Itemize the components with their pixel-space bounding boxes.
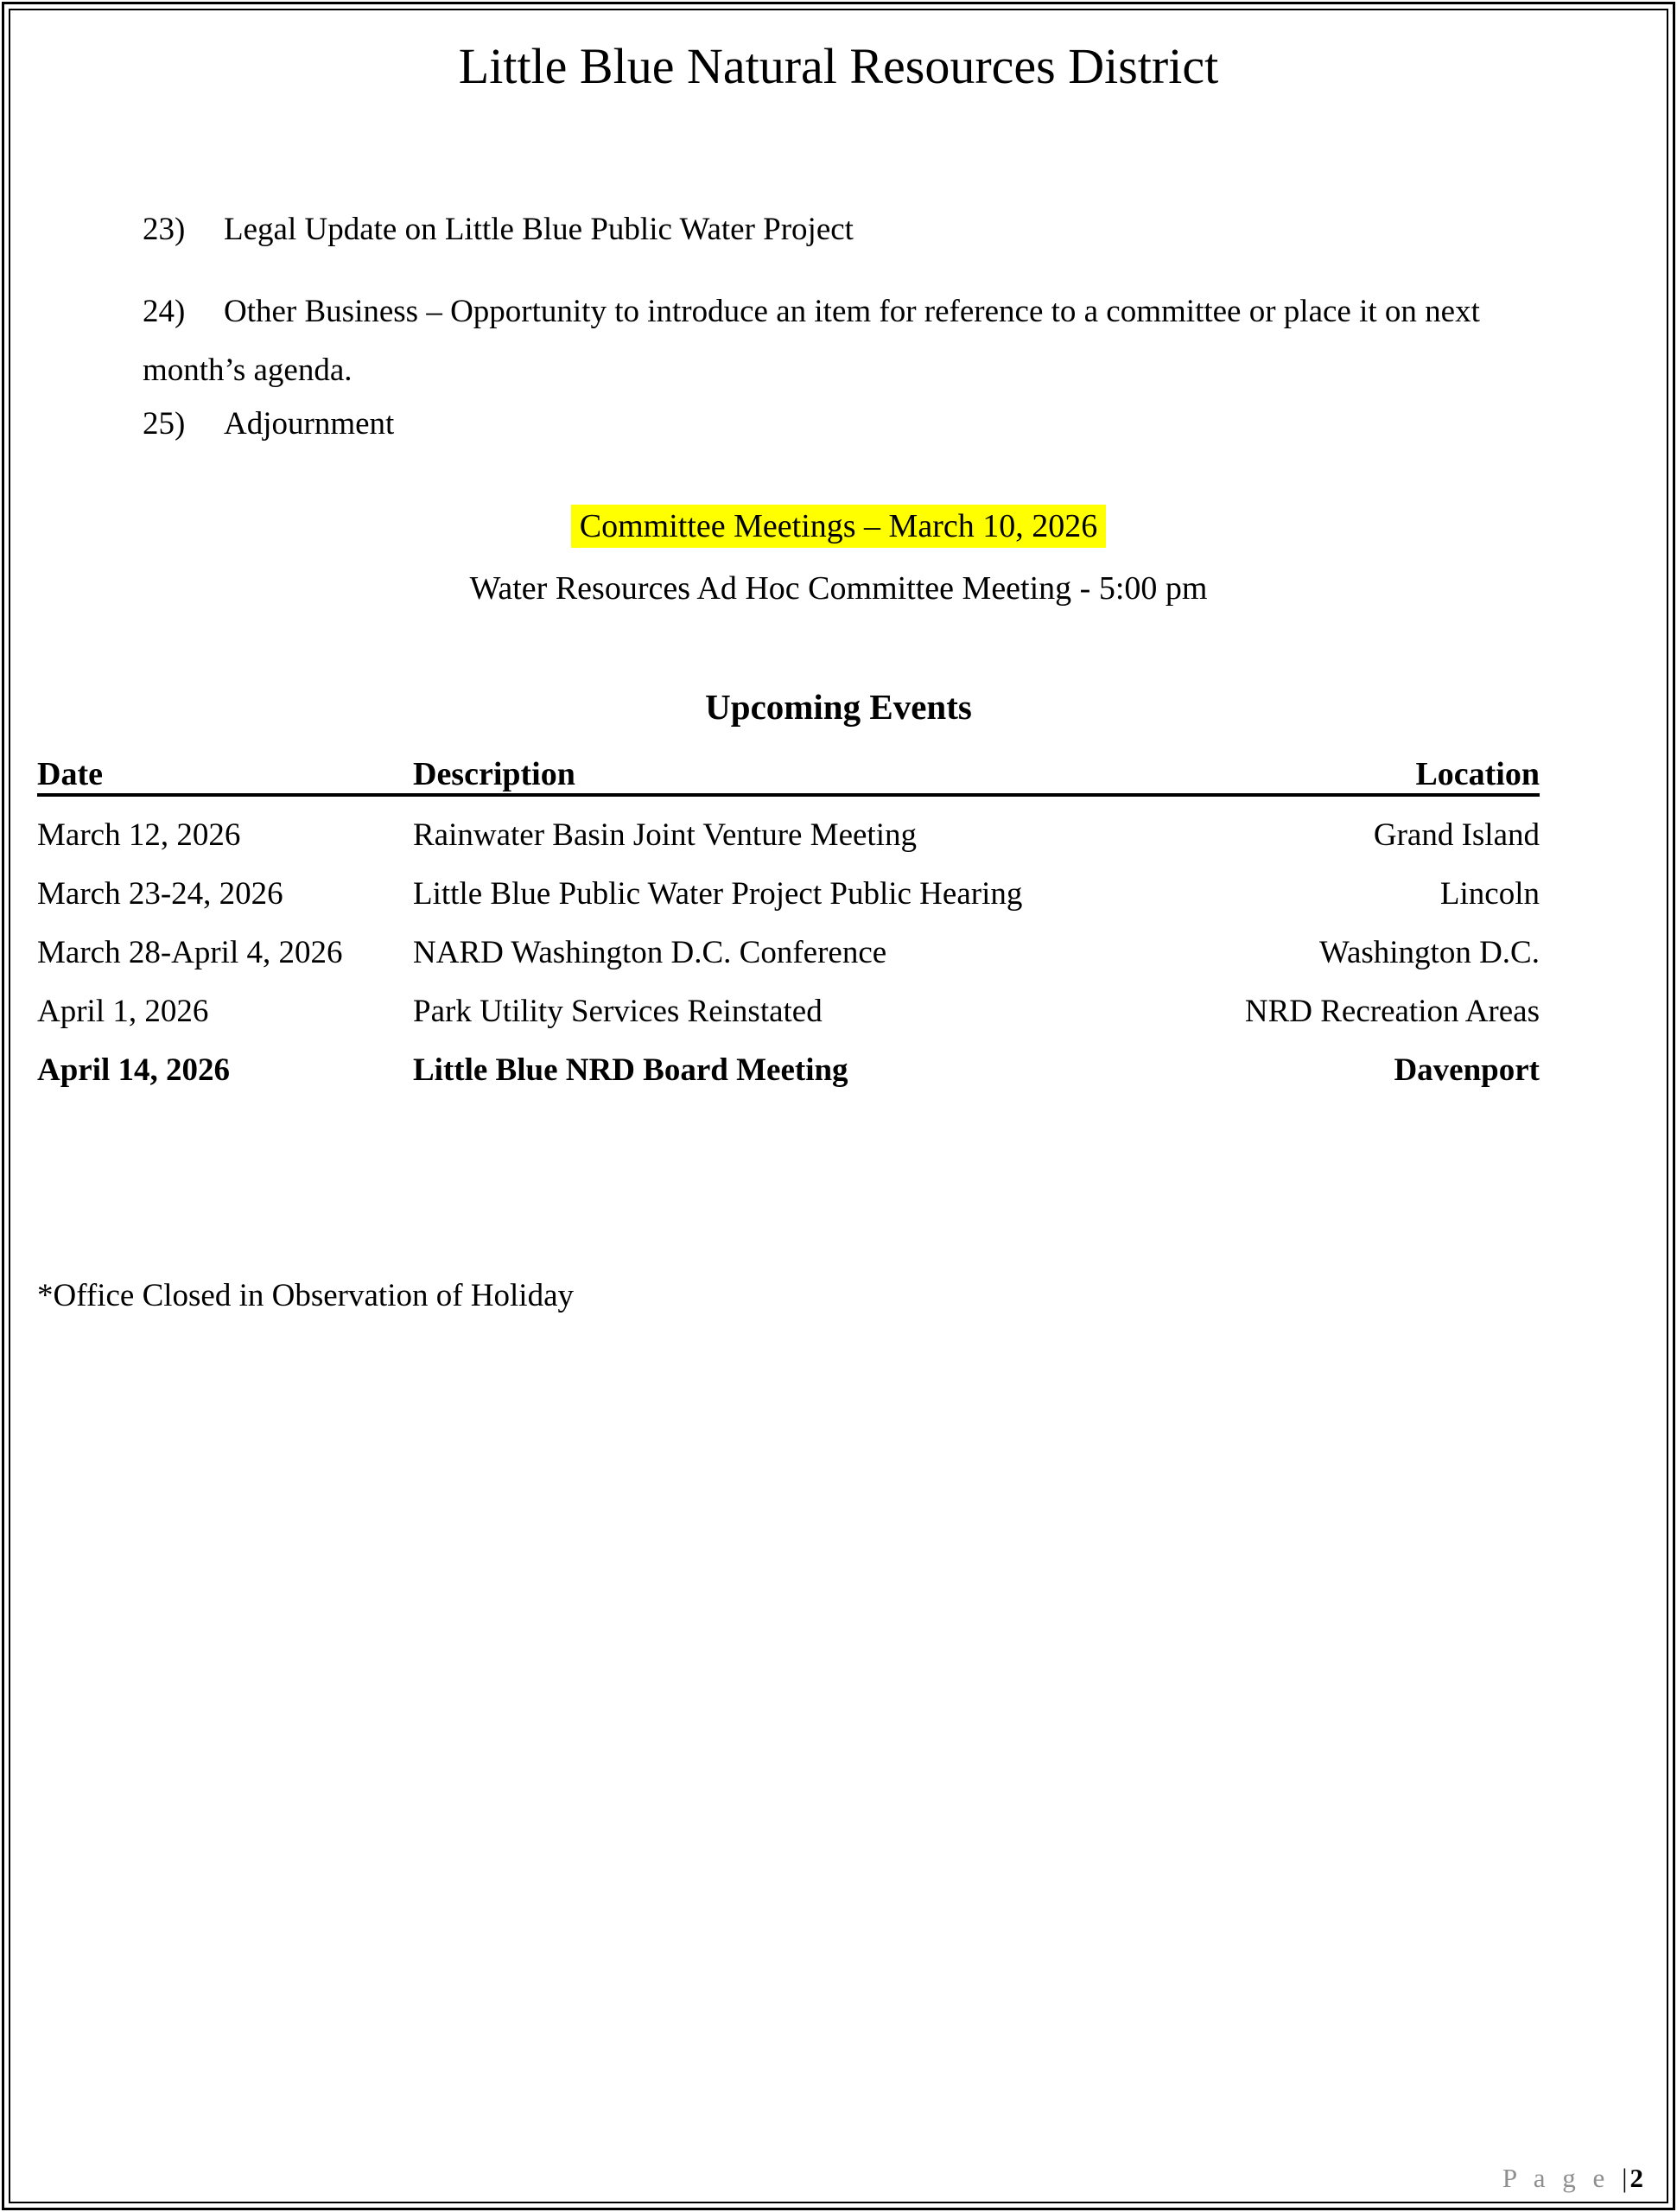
event-location: Davenport [1394, 1052, 1540, 1088]
table-row [37, 865, 1540, 924]
committee-meeting-detail: Water Resources Ad Hoc Committee Meeting - 5:00 pm [469, 570, 1208, 607]
agenda-item-25 [143, 405, 1638, 443]
column-header-description: Description [413, 756, 575, 792]
event-location: Lincoln [1439, 876, 1540, 912]
event-description: Little Blue NRD Board Meeting [413, 1052, 848, 1088]
event-location: NRD Recreation Areas [1244, 994, 1540, 1029]
agenda-item-24 [143, 283, 1638, 400]
event-date: April 1, 2026 [37, 994, 209, 1029]
agenda-item-text: Legal Update on Little Blue Public Water Project [224, 212, 854, 247]
event-date: March 12, 2026 [37, 817, 241, 853]
agenda-item-line1 [143, 283, 1638, 341]
agenda-item-number: 25) [143, 406, 186, 442]
agenda-item-number: 23) [143, 212, 186, 247]
event-description: Rainwater Basin Joint Venture Meeting [413, 817, 917, 853]
event-location: Grand Island [1373, 817, 1540, 853]
upcoming-events-heading: Upcoming Events [705, 687, 972, 727]
agenda-item-number: 24) [143, 294, 186, 329]
table-row [37, 806, 1540, 865]
column-header-date: Date [37, 756, 103, 792]
table-row [37, 924, 1540, 982]
agenda-item-line2: month’s agenda. [143, 353, 353, 388]
footer-page-label: P a g e [1502, 2163, 1610, 2193]
office-closed-note: *Office Closed in Observation of Holiday [37, 1278, 574, 1313]
table-row-highlighted-board-meeting [37, 1041, 1540, 1100]
footer-separator: | [1622, 2163, 1628, 2193]
agenda-item-text: Adjournment [224, 406, 395, 442]
page-title: Little Blue Natural Resources District [458, 38, 1219, 94]
event-description: NARD Washington D.C. Conference [413, 935, 887, 970]
committee-meetings-heading-row [0, 505, 1677, 548]
table-header-row [37, 755, 1540, 797]
committee-meetings-highlighted-title: Committee Meetings – March 10, 2026 [571, 505, 1106, 548]
table-row [37, 982, 1540, 1041]
upcoming-events-table [37, 755, 1540, 1100]
agenda-item-text: Other Business – Opportunity to introduce an item for reference to a committee or place it on next [224, 294, 1480, 329]
event-date: March 28-April 4, 2026 [37, 935, 343, 970]
footer-page-number: 2 [1629, 2163, 1643, 2193]
event-description: Little Blue Public Water Project Public Hearing [413, 876, 1023, 912]
event-date: March 23-24, 2026 [37, 876, 283, 912]
page-footer [1502, 2162, 1643, 2194]
event-location: Washington D.C. [1319, 935, 1540, 970]
table-body [37, 806, 1540, 1100]
column-header-location: Location [1415, 756, 1540, 792]
event-date: April 14, 2026 [37, 1052, 231, 1088]
agenda-item-23 [143, 211, 1638, 249]
event-description: Park Utility Services Reinstated [413, 994, 823, 1029]
